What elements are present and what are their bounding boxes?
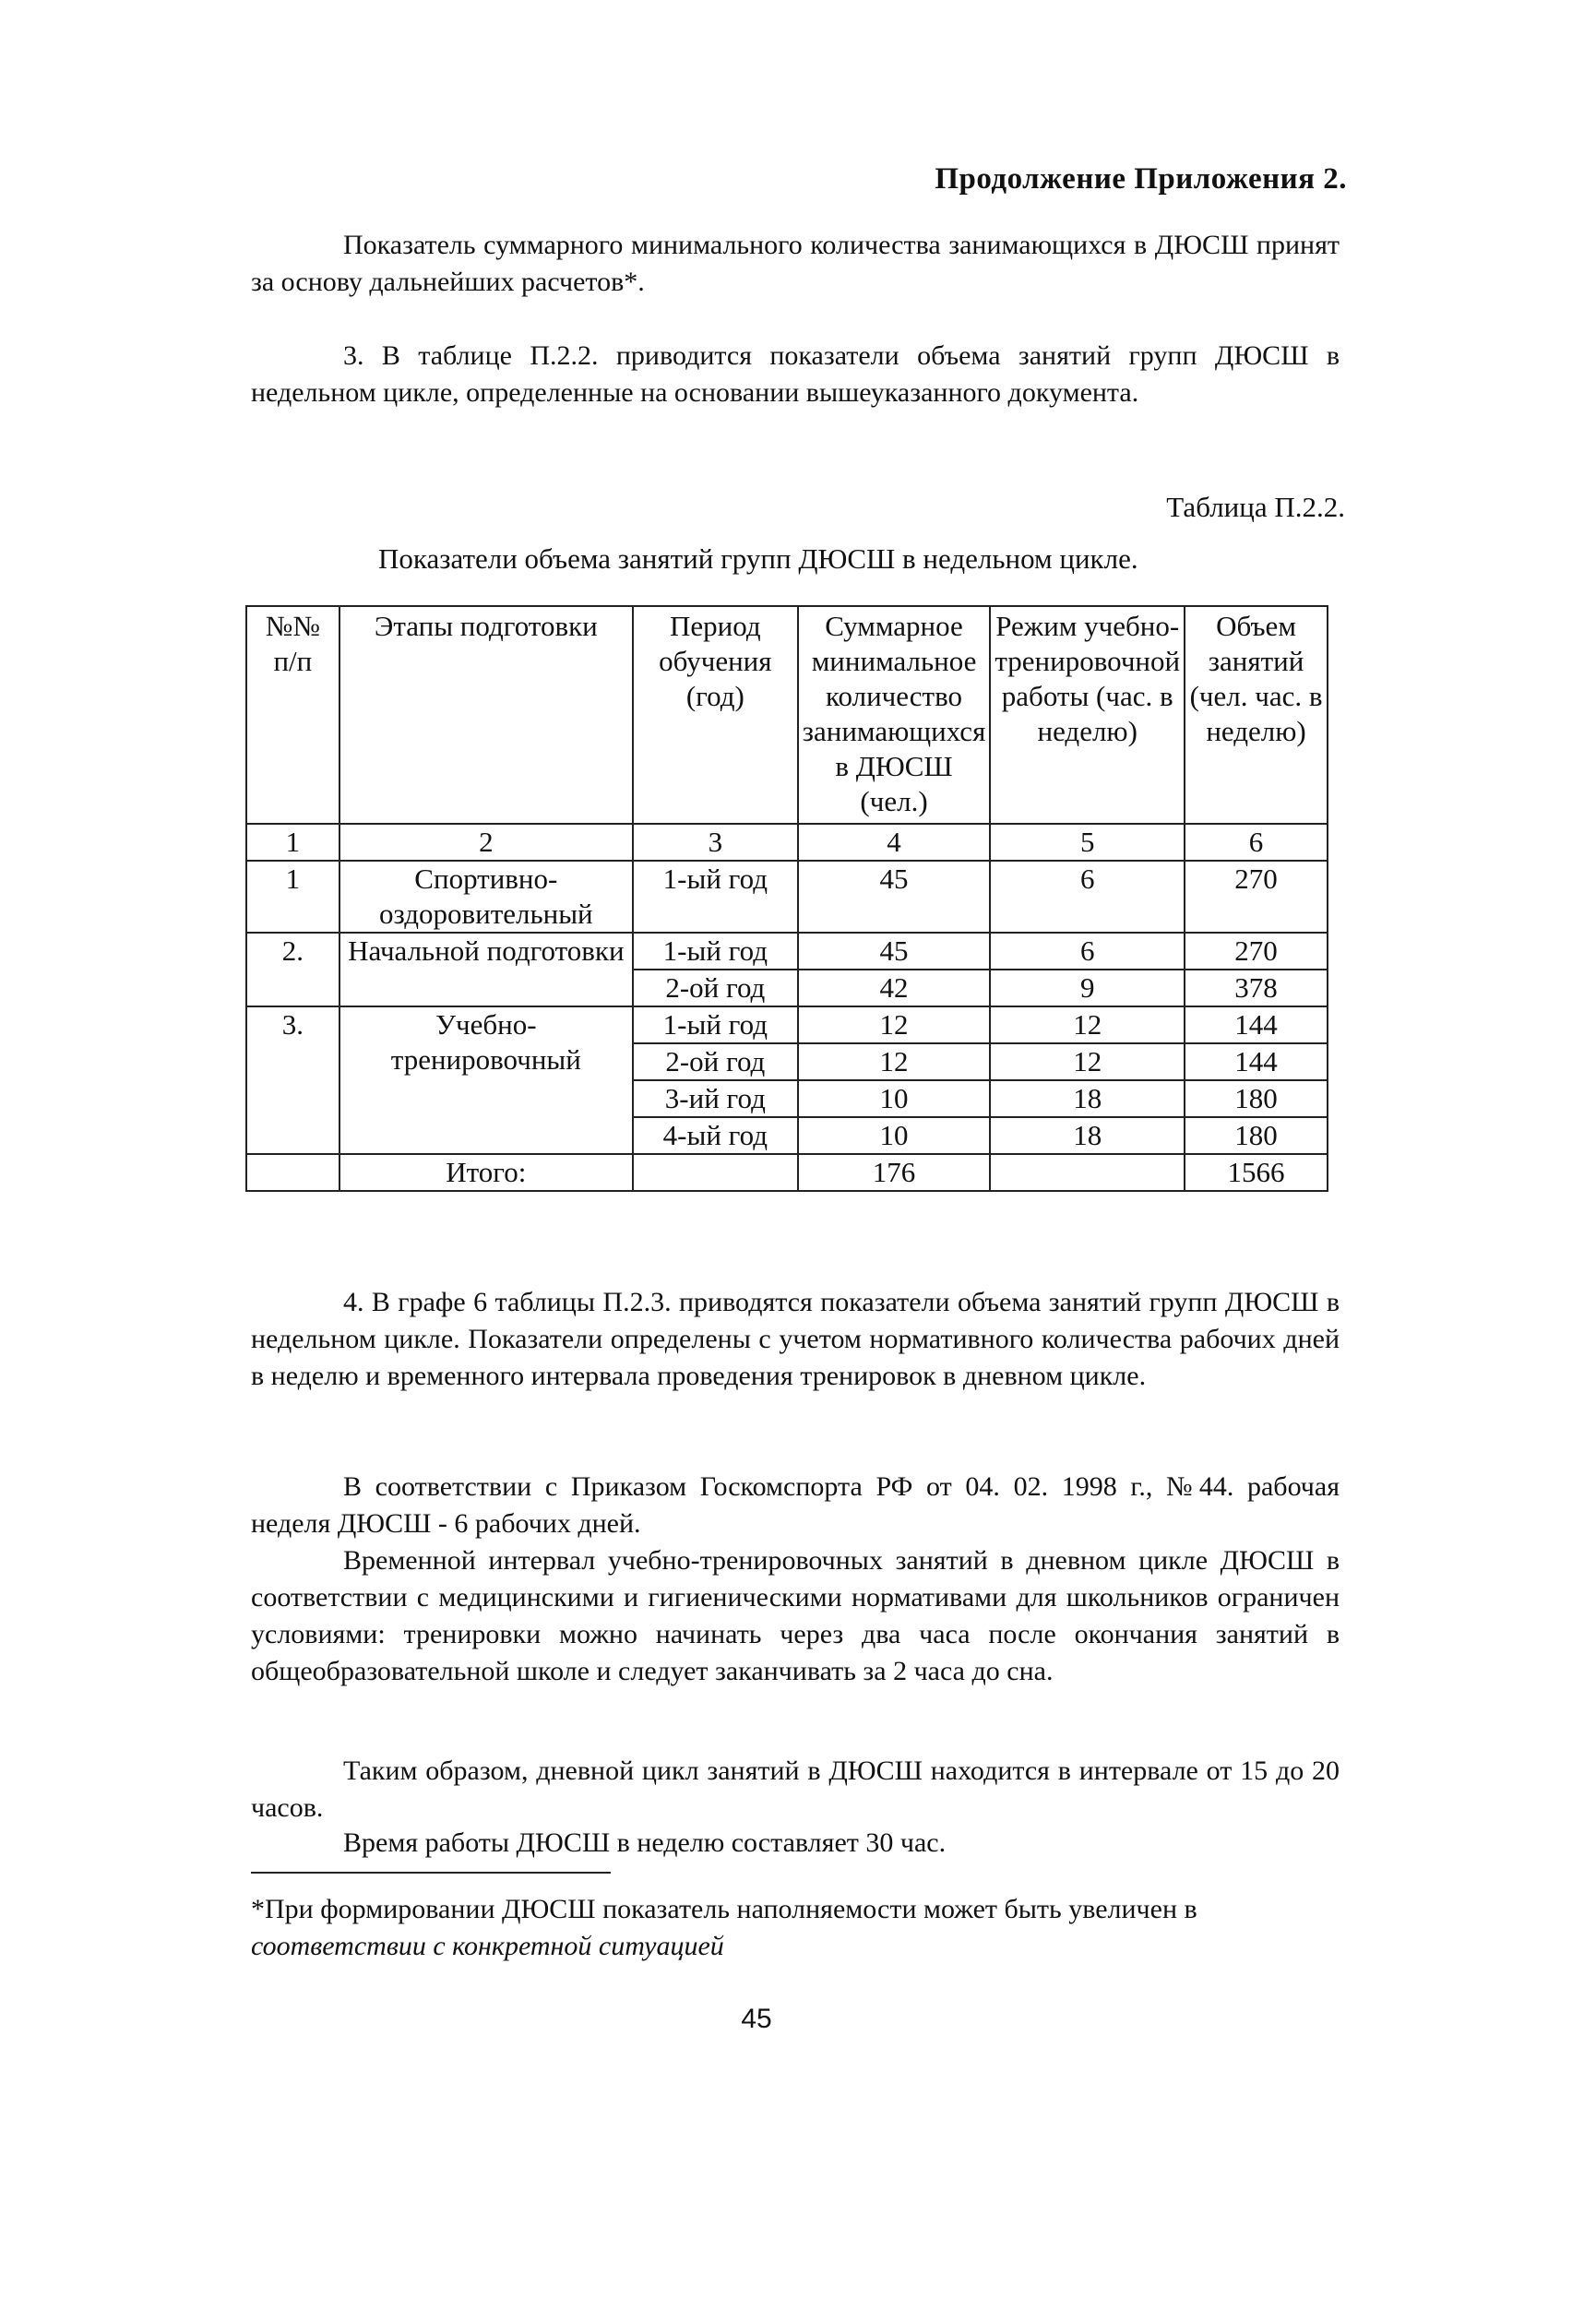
row-total: 42 xyxy=(798,970,991,1006)
paragraph-3: 4. В графе 6 таблицы П.2.3. приводятся показатели объема занятий групп ДЮСШ в недельном цикле. Показатели определены с учетом нормативного количества рабочих дней в неделю и временного интервала проведения тренировок в дневном цикле. xyxy=(251,1287,1340,1391)
row-period: 1-ый год xyxy=(633,861,798,933)
paragraph-7: Время работы ДЮСШ в неделю составляет 30 час. xyxy=(343,1827,947,1858)
row-period: 4-ый год xyxy=(633,1117,798,1154)
weekly-volume-table xyxy=(245,605,1328,1192)
row-period: 1-ый год xyxy=(633,933,798,970)
total-mode xyxy=(990,1154,1185,1191)
column-number-row xyxy=(246,824,1328,861)
paragraph-5: Временной интервал учебно-тренировочных занятий в дневном цикле ДЮСШ в соответствии с медицинскими и гигиеническими нормативами для школьников ограничен условиями: тренировки можно начинать через два часа после окончания занятий в общеобразовательной школе и следует заканчивать за 2 часа до сна. xyxy=(251,1545,1340,1686)
row-num: 1 xyxy=(246,861,339,933)
row-mode: 18 xyxy=(990,1117,1185,1154)
table-body xyxy=(246,824,1328,1191)
col-number-6: 6 xyxy=(1185,824,1328,861)
row-stage: Спортивно-оздоровительный xyxy=(339,861,633,933)
row-mode: 18 xyxy=(990,1080,1185,1117)
total-volume: 1566 xyxy=(1185,1154,1328,1191)
row-mode: 12 xyxy=(990,1006,1185,1043)
total-period xyxy=(633,1154,798,1191)
appendix-continuation-heading: Продолжение Приложения 2. xyxy=(935,162,1347,196)
row-volume: 144 xyxy=(1185,1006,1328,1043)
footnote-divider xyxy=(251,1872,611,1874)
row-volume: 144 xyxy=(1185,1043,1328,1080)
row-num: 3. xyxy=(246,1006,339,1154)
paragraph-6: Таким образом, дневной цикл занятий в ДЮСШ находится в интервале от 15 до 20 часов. xyxy=(251,1755,1340,1823)
row-total: 10 xyxy=(798,1080,991,1117)
row-stage: Учебно-тренировочный xyxy=(339,1006,633,1154)
row-mode: 9 xyxy=(990,970,1185,1006)
footnote-line-1: *При формировании ДЮСШ показатель наполняемости может быть увеличен в xyxy=(251,1894,1197,1924)
row-period: 2-ой год xyxy=(633,1043,798,1080)
row-mode: 12 xyxy=(990,1043,1185,1080)
row-volume: 378 xyxy=(1185,970,1328,1006)
row-total: 12 xyxy=(798,1043,991,1080)
table-row xyxy=(246,933,1328,970)
total-num xyxy=(246,1154,339,1191)
paragraph-2: 3. В таблице П.2.2. приводится показатели объема занятий групп ДЮСШ в недельном цикле, определенные на основании вышеуказанного документа. xyxy=(251,340,1340,408)
table-title: Показатели объема занятий групп ДЮСШ в недельном цикле. xyxy=(378,542,1138,575)
row-total: 12 xyxy=(798,1006,991,1043)
row-total: 45 xyxy=(798,933,991,970)
row-volume: 180 xyxy=(1185,1080,1328,1117)
paragraph-4: В соответствии с Приказом Госкомспорта РФ от 04. 02. 1998 г., №44. рабочая неделя ДЮСШ - 6 рабочих дней. xyxy=(251,1471,1340,1539)
header-mode: Режим учебно-тренировочной работы (час. в неделю) xyxy=(990,606,1185,824)
page-number: 45 xyxy=(741,2004,772,2034)
row-period: 2-ой год xyxy=(633,970,798,1006)
row-volume: 180 xyxy=(1185,1117,1328,1154)
col-number-4: 4 xyxy=(798,824,991,861)
col-number-3: 3 xyxy=(633,824,798,861)
table-header-row xyxy=(246,606,1328,824)
row-stage: Начальной подготовки xyxy=(339,933,633,1006)
row-mode: 6 xyxy=(990,933,1185,970)
footnote-line-2: соответствии с конкретной ситуацией xyxy=(251,1931,724,1961)
row-mode: 6 xyxy=(990,861,1185,933)
total-sum: 176 xyxy=(798,1154,991,1191)
row-total: 45 xyxy=(798,861,991,933)
header-stage: Этапы подготовки xyxy=(339,606,633,824)
col-number-2: 2 xyxy=(339,824,633,861)
header-period: Период обучения (год) xyxy=(633,606,798,824)
paragraph-1: Показатель суммарного минимального количества занимающихся в ДЮСШ принят за основу дальнейших расчетов*. xyxy=(251,230,1340,297)
footnote xyxy=(251,1891,1340,1965)
row-total: 10 xyxy=(798,1117,991,1154)
table-row xyxy=(246,1006,1328,1043)
header-volume: Объем занятий (чел. час. в неделю) xyxy=(1185,606,1328,824)
row-period: 3-ий год xyxy=(633,1080,798,1117)
table-row xyxy=(246,861,1328,933)
total-row xyxy=(246,1154,1328,1191)
col-number-1: 1 xyxy=(246,824,339,861)
row-num: 2. xyxy=(246,933,339,1006)
header-total: Суммарное минимальное количество занимающихся в ДЮСШ (чел.) xyxy=(798,606,991,824)
total-label: Итого: xyxy=(339,1154,633,1191)
col-number-5: 5 xyxy=(990,824,1185,861)
header-num: №№ п/п xyxy=(246,606,339,824)
row-volume: 270 xyxy=(1185,861,1328,933)
row-period: 1-ый год xyxy=(633,1006,798,1043)
row-volume: 270 xyxy=(1185,933,1328,970)
table-caption: Таблица П.2.2. xyxy=(1166,491,1345,523)
